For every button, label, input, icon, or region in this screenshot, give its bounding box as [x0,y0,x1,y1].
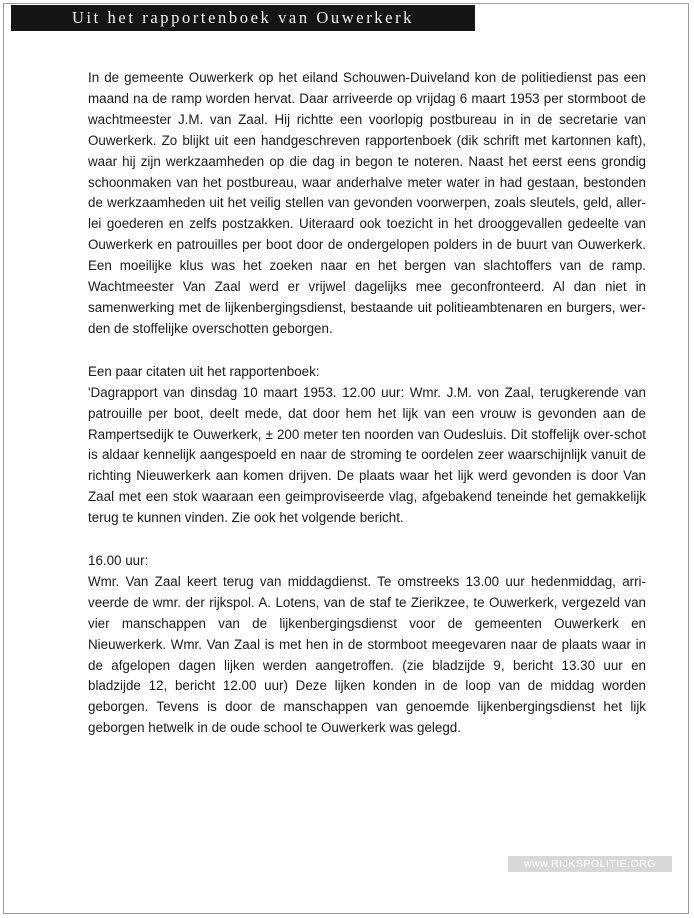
report-paragraph-2: Wmr. Van Zaal keert terug van middagdienst. Te omstreeks 13.00 uur hedenmiddag, arri-veerde de wmr. der rijkspol. A. Lotens, van de staf te Zierikzee, te Ouwerkerk, vergezeld van vier manschappen van de lijkenbergingsdienst voor de gemeenten Ouwerkerk en Nieuwerkerk. Wmr. Van Zaal is met hen in de stormboot meegevaren naar de plaats waar in de afgelopen dagen lijken werden aangetroffen. (zie bladzijde 9, bericht 13.30 uur en bladzijde 12, bericht 12.00 uur) Deze lijken konden in de loop van de middag worden geborgen. Tevens is door de manschappen van genoemde lijkenbergingsdienst het lijk geborgen hetwelk in de oude school te Ouwerkerk was gelegd. [88,573,646,736]
time-label: 16.00 uur: [88,553,149,569]
article-body [88,68,646,739]
header-band [11,5,475,31]
page-title: Uit het rapportenboek van Ouwerkerk [71,8,415,27]
report-paragraph-1: 'Dagrapport van dinsdag 10 maart 1953. 12.00 uur: Wmr. J.M. von Zaal, terugkerende van patrouille per boot, deelt mede, dat door hem het lijk van een vrouw is gevonden aan de Rampertsedijk te Ouwerkerk, ± 200 meter ten noorden van Oudesluis. Dit stoffelijk over-schot is aldaar kennelijk aangespoeld en naar de stroming te oordelen zeer waarschijnlijk vanuit de richting Nieuwerkerk aan komen drijven. De plaats waar het lijk werd gevonden is door Van Zaal met een stok waaraan een geimproviseerde vlag, afgebakend teneinde het gemakkelijk terug te kunnen vinden. Zie ook het volgende bericht. [88,384,646,526]
watermark: www.RIJKSPOLITIE.ORG [508,856,672,872]
intro-paragraph: In de gemeente Ouwerkerk op het eiland Schouwen-Duiveland kon de politiedienst pas een maand na de ramp worden hervat. Daar arriveerde op vrijdag 6 maart 1953 per stormboot de wachtmeester J.M. van Zaal. Hij richtte een voorlopig postbureau in in de secretarie van Ouwerkerk. Zo blijkt uit een handgeschreven rapportenboek (dik schrift met kartonnen kaft), waar hij zijn werkzaamheden op die dag in begon te noteren. Naast het eerst eens grondig schoonmaken van het postbureau, waar anderhalve meter water in had gestaan, bestonden de werkzaamheden uit het veilig stellen van gevonden voorwerpen, zoals sleutels, geld, aller-lei goederen en zelfs postzakken. Uiteraard ook toezicht in het drooggevallen gedeelte van Ouwerkerk en patrouilles per boot door de ondergelopen polders in de buurt van Ouwerkerk. Een moeilijke klus was het zoeken naar en het bergen van slachtoffers van de ramp. Wachtmeester Van Zaal werd er vrijwel dagelijks mee geconfronteerd. Al dan niet in samenwerking met de lijkenbergingsdienst, bestaande uit politieambtenaren en burgers, wer-den de stoffelijke overschotten geborgen. [88,70,646,336]
quotes-heading: Een paar citaten uit het rapportenboek: [88,363,320,379]
